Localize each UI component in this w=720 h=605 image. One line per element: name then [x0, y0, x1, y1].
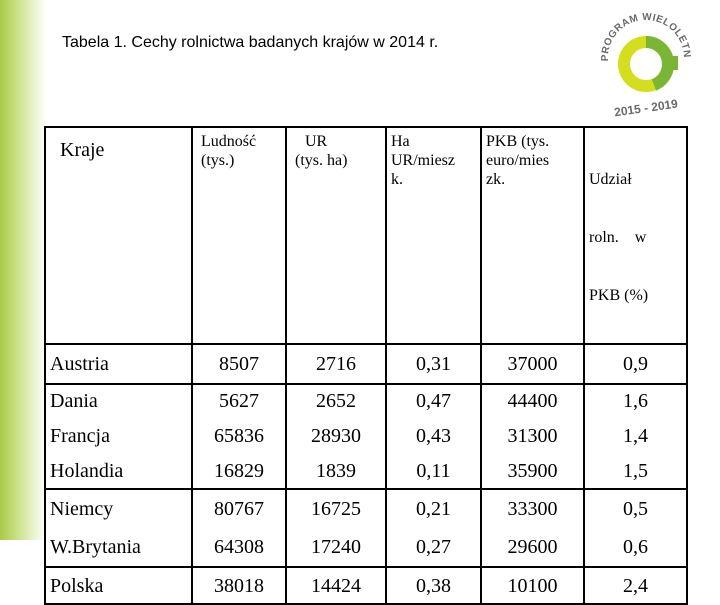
table-row-holandia	[45, 454, 687, 489]
table-header-row	[45, 127, 687, 344]
pkb-cell: 35900	[481, 454, 584, 489]
pkb-cell: 29600	[481, 527, 584, 567]
table-row-w-brytania	[45, 527, 687, 567]
ur-cell: 28930	[286, 417, 386, 454]
population-cell: 65836	[192, 417, 286, 454]
country-cell: Dania	[45, 384, 192, 417]
country-cell: Polska	[45, 567, 192, 604]
table-row-dania	[45, 384, 687, 417]
share-cell: 0,5	[584, 489, 687, 527]
pkb-cell: 10100	[481, 567, 584, 604]
ha-ur-cell: 0,11	[386, 454, 481, 489]
ha-ur-cell: 0,31	[386, 344, 481, 384]
ur-cell: 17240	[286, 527, 386, 567]
population-cell: 16829	[192, 454, 286, 489]
population-cell: 64308	[192, 527, 286, 567]
agriculture-table	[44, 126, 688, 605]
ur-cell: 1839	[286, 454, 386, 489]
ha-ur-cell: 0,47	[386, 384, 481, 417]
ur-cell: 14424	[286, 567, 386, 604]
population-cell: 8507	[192, 344, 286, 384]
table-row-polska	[45, 567, 687, 604]
ur-cell: 16725	[286, 489, 386, 527]
table-row-niemcy	[45, 489, 687, 527]
share-cell: 1,6	[584, 384, 687, 417]
country-cell: Austria	[45, 344, 192, 384]
country-cell: Holandia	[45, 454, 192, 489]
page-title: Tabela 1. Cechy rolnictwa badanych krajów w 2014 r.	[62, 34, 439, 51]
program-logo	[594, 8, 698, 120]
share-cell: 1,4	[584, 417, 687, 454]
logo-white-gap	[640, 54, 650, 64]
ha-ur-cell: 0,38	[386, 567, 481, 604]
decorative-side-bar	[0, 0, 46, 540]
table-row-francja	[45, 417, 687, 454]
share-cell: 2,4	[584, 567, 687, 604]
table-row-austria	[45, 344, 687, 384]
logo-arc-text	[594, 8, 692, 61]
header-cell-ha-ur: Ha UR/miesz k.	[386, 127, 481, 344]
logo-green-block	[662, 56, 678, 70]
header-cell-ludnosc: Ludność (tys.)	[192, 127, 286, 344]
pkb-cell: 44400	[481, 384, 584, 417]
ha-ur-cell: 0,21	[386, 489, 481, 527]
header-cell-udzial: Udział roln. w PKB (%)	[584, 127, 687, 344]
ur-cell: 2716	[286, 344, 386, 384]
country-cell: Niemcy	[45, 489, 192, 527]
share-cell: 0,9	[584, 344, 687, 384]
pkb-cell: 31300	[481, 417, 584, 454]
pkb-cell: 37000	[481, 344, 584, 384]
country-cell: Francja	[45, 417, 192, 454]
header-cell-pkb: PKB (tys. euro/mies zk.	[481, 127, 584, 344]
share-cell: 1,5	[584, 454, 687, 489]
logo-arc-textpath: PROGRAM WIELOLETN	[599, 11, 693, 62]
logo-years: 2015 - 2019	[613, 96, 679, 120]
share-cell: 0,6	[584, 527, 687, 567]
population-cell: 38018	[192, 567, 286, 604]
country-cell: W.Brytania	[45, 527, 192, 567]
population-cell: 5627	[192, 384, 286, 417]
ur-cell: 2652	[286, 384, 386, 417]
ha-ur-cell: 0,43	[386, 417, 481, 454]
header-cell-kraje: Kraje	[45, 127, 192, 344]
ha-ur-cell: 0,27	[386, 527, 481, 567]
pkb-cell: 33300	[481, 489, 584, 527]
header-cell-ur: UR (tys. ha)	[286, 127, 386, 344]
population-cell: 80767	[192, 489, 286, 527]
